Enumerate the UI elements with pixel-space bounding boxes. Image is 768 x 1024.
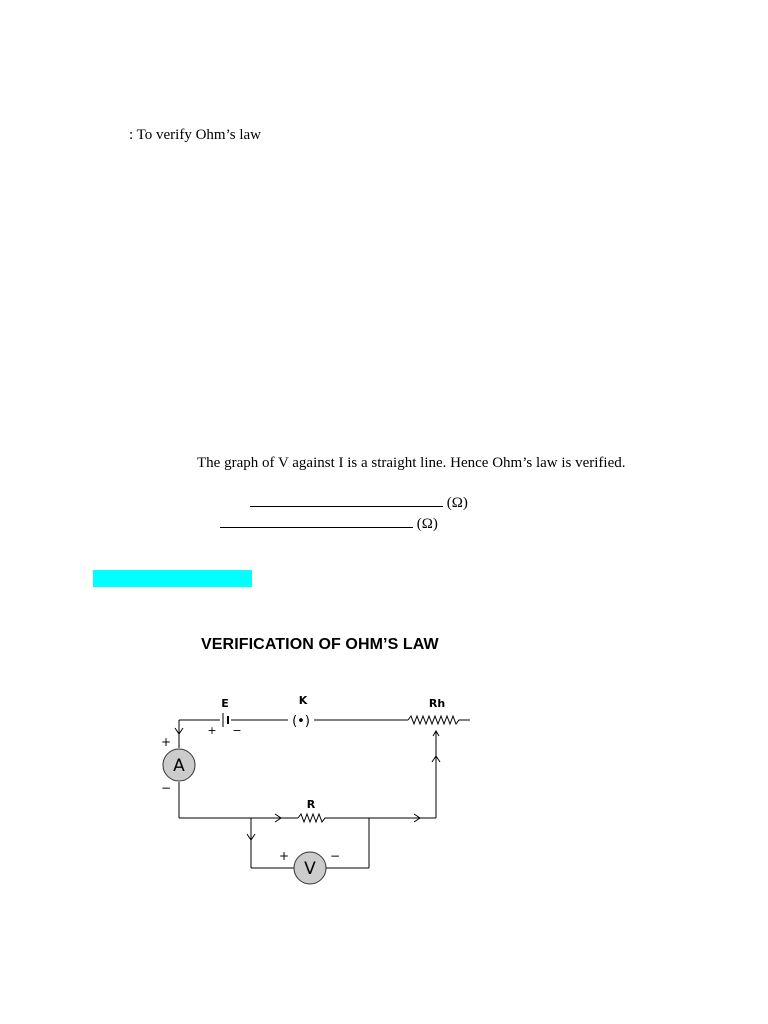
voltmeter-plus-sign: + [278,849,290,863]
rheostat-zigzag [408,716,470,724]
ammeter-label: A [173,756,185,776]
ammeter-minus-sign: − [160,781,172,795]
key-label: K [298,694,308,707]
resistor-zigzag [298,814,330,822]
rheostat-label: Rh [428,697,446,710]
battery-label: E [221,697,229,710]
battery-plus-sign: + [207,724,217,737]
figure-title: VERIFICATION OF OHM’S LAW [201,636,439,653]
key-symbol-icon: (•) [292,714,310,729]
voltmeter-label: V [304,859,316,879]
conclusion-text: The graph of V against I is a straight line. Hence Ohm’s law is verified. [197,455,626,471]
aim-text: : To verify Ohm’s law [129,127,261,143]
voltmeter-minus-sign: − [329,849,341,863]
ohm-unit: (Ω) [416,516,438,532]
ammeter-plus-sign: + [160,735,172,749]
resistor-label: R [306,798,316,811]
battery-minus-sign: − [232,724,242,737]
ohm-unit: (Ω) [446,495,468,511]
